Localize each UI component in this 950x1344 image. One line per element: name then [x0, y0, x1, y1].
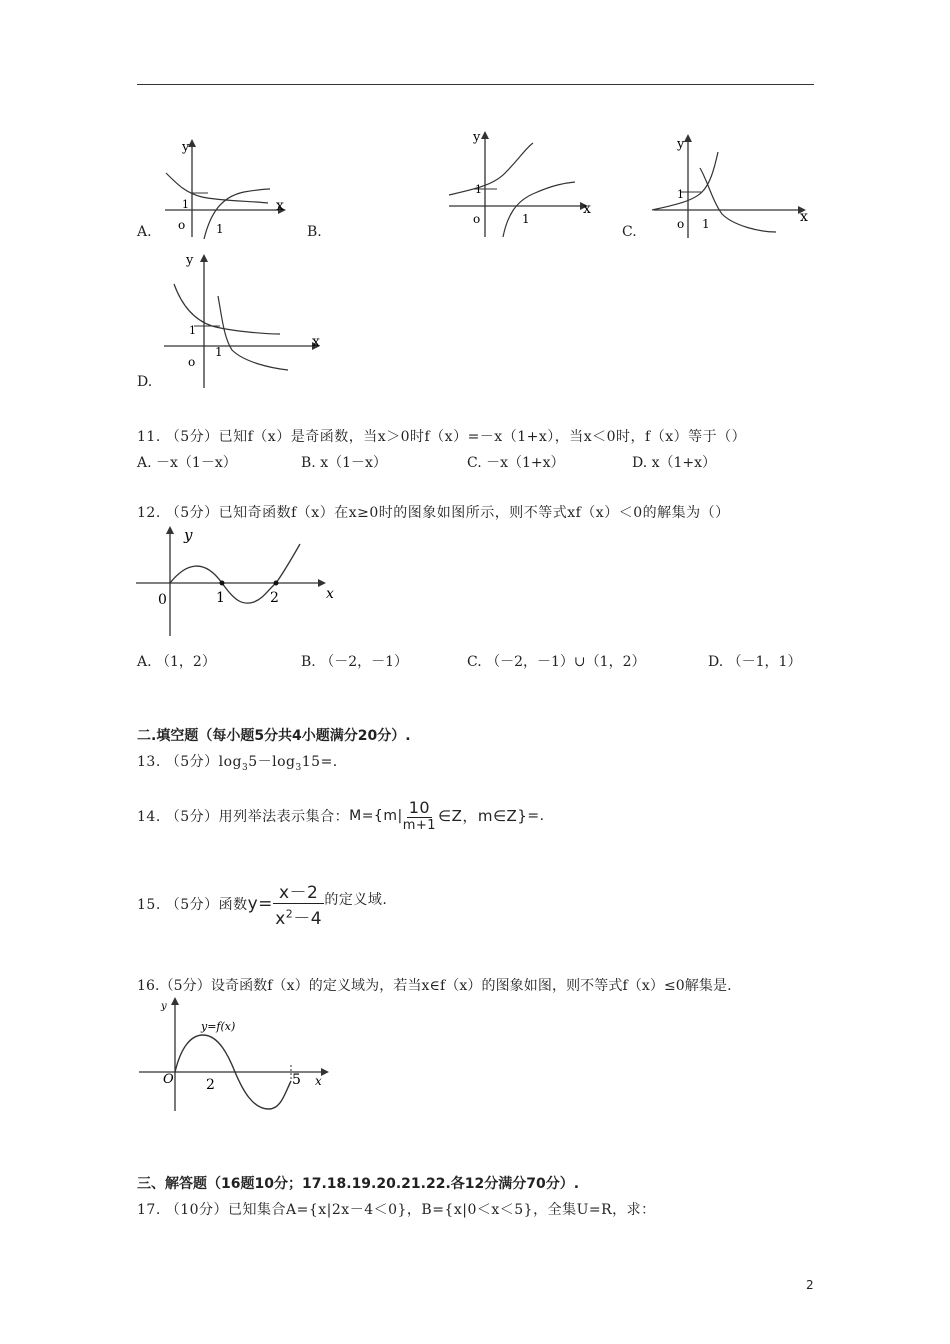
header-rule	[137, 84, 814, 85]
section2-heading: 二.填空题（每小题5分共4小题满分20分）.	[137, 728, 411, 744]
q17-stem: 17. （10分）已知集合A={x|2x－4＜0}，B={x|0＜x＜5}，全集U=R，求：	[137, 1202, 656, 1218]
q15-den-base: x	[275, 909, 286, 929]
graph-option-d	[160, 246, 330, 391]
c-one: 1	[677, 188, 684, 201]
q12-tick-2: 2	[270, 590, 279, 606]
page-number: 2	[806, 1278, 814, 1292]
q16-tick-2: 2	[206, 1077, 215, 1093]
q16-tick-5: 5	[292, 1072, 301, 1088]
a-axis-x: x	[276, 198, 284, 214]
q16-axis-y: y	[161, 1001, 167, 1012]
q12-point-1	[220, 581, 225, 586]
q15-den-exp: 2	[285, 907, 294, 921]
q14-fraction	[403, 798, 436, 833]
q13	[137, 751, 338, 773]
d-one: 1	[189, 324, 196, 337]
b-tick-one: 1	[522, 212, 530, 226]
section3-heading: 三、解答题（16题10分；17.18.19.20.21.22.各12分满分70分）.	[137, 1176, 580, 1192]
label-c: C.	[622, 224, 637, 240]
q16-stem: 16.（5分）设奇函数f（x）的定义域为，若当x∈f（x）的图象如图，则不等式f（x）≤0解集是.	[137, 978, 732, 994]
q11-option-d: D. x（1+x）	[632, 455, 717, 471]
q14-denominator: m+1	[402, 818, 437, 833]
b-origin: o	[473, 212, 481, 226]
q13-suffix: 15=.	[301, 754, 338, 770]
q12-stem: 12. （5分）已知奇函数f（x）在x≥0时的图象如图所示，则不等式xf（x）＜0的解集为（）	[137, 505, 730, 521]
q14-prefix: 14. （5分）用列举法表示集合：	[137, 808, 350, 825]
c-axis-y: y	[677, 137, 685, 152]
q12-point-2	[274, 581, 279, 586]
q11-option-c: C. －x（1+x）	[467, 455, 565, 471]
q12-axis-y: y	[184, 526, 193, 544]
graph-option-b	[445, 125, 600, 240]
q12-origin: 0	[158, 592, 167, 608]
q11-stem: 11. （5分）已知f（x）是奇函数，当x＞0时f（x）=－x（1+x），当x＜0时，f（x）等于（）	[137, 429, 747, 445]
q15-suffix: 的定义域.	[324, 891, 388, 908]
label-a: A.	[137, 224, 152, 240]
q11-option-a: A. －x（1－x）	[137, 455, 237, 471]
q12-graph	[130, 520, 340, 640]
q16-graph	[135, 995, 335, 1115]
d-axis-y: y	[186, 253, 194, 268]
a-axis-y: y	[182, 140, 190, 155]
a-origin: o	[178, 218, 186, 232]
q15-den-rest: －4	[293, 909, 323, 929]
graph-option-a	[160, 135, 290, 240]
q12-tick-1: 1	[216, 590, 225, 606]
a-one: 1	[182, 198, 189, 211]
label-b: B.	[307, 224, 322, 240]
q14-numerator: 10	[408, 798, 431, 817]
q15-denominator	[275, 904, 322, 929]
q11-option-b: B. x（1－x）	[301, 455, 387, 471]
d-tick-one: 1	[215, 345, 223, 359]
q15-prefix: 15. （5分）函数	[137, 896, 248, 913]
graph-option-c	[650, 130, 815, 240]
c-tick-one: 1	[702, 217, 710, 231]
q16-curve-label: y=f(x)	[201, 1020, 236, 1033]
q12-axis-x: x	[326, 586, 334, 602]
q14-set-open: M={m|	[349, 807, 403, 824]
c-origin: o	[677, 217, 685, 231]
q13-mid: 5－log	[248, 754, 296, 770]
q13-sub1: 3	[242, 762, 249, 773]
q12-option-b: B. （－2，－1）	[301, 654, 409, 670]
c-axis-x: x	[800, 209, 808, 225]
q12-option-a: A. （1，2）	[137, 654, 216, 670]
d-origin: o	[188, 355, 196, 369]
label-d: D.	[137, 374, 153, 390]
d-axis-x: x	[312, 334, 320, 350]
q14-suffix: =.	[527, 807, 545, 824]
q15-fraction	[273, 878, 324, 929]
a-tick-one: 1	[216, 222, 224, 236]
q16-origin: O	[163, 1072, 174, 1087]
q12-option-c: C. （－2，－1）∪（1，2）	[467, 654, 646, 670]
q15	[137, 878, 387, 929]
q14-set-close: ∈Z，m∈Z}	[438, 807, 528, 825]
q13-prefix: 13. （5分）log	[137, 754, 242, 770]
q14	[137, 798, 545, 833]
q12-option-d: D. （－1，1）	[708, 654, 802, 670]
q15-numerator: x－2	[273, 878, 324, 904]
b-axis-x: x	[583, 201, 591, 217]
q13-sub2: 3	[295, 762, 302, 773]
b-one: 1	[475, 183, 482, 196]
q16-axis-x: x	[315, 1074, 322, 1088]
b-axis-y: y	[473, 130, 481, 145]
q15-lhs: y=	[247, 893, 273, 914]
